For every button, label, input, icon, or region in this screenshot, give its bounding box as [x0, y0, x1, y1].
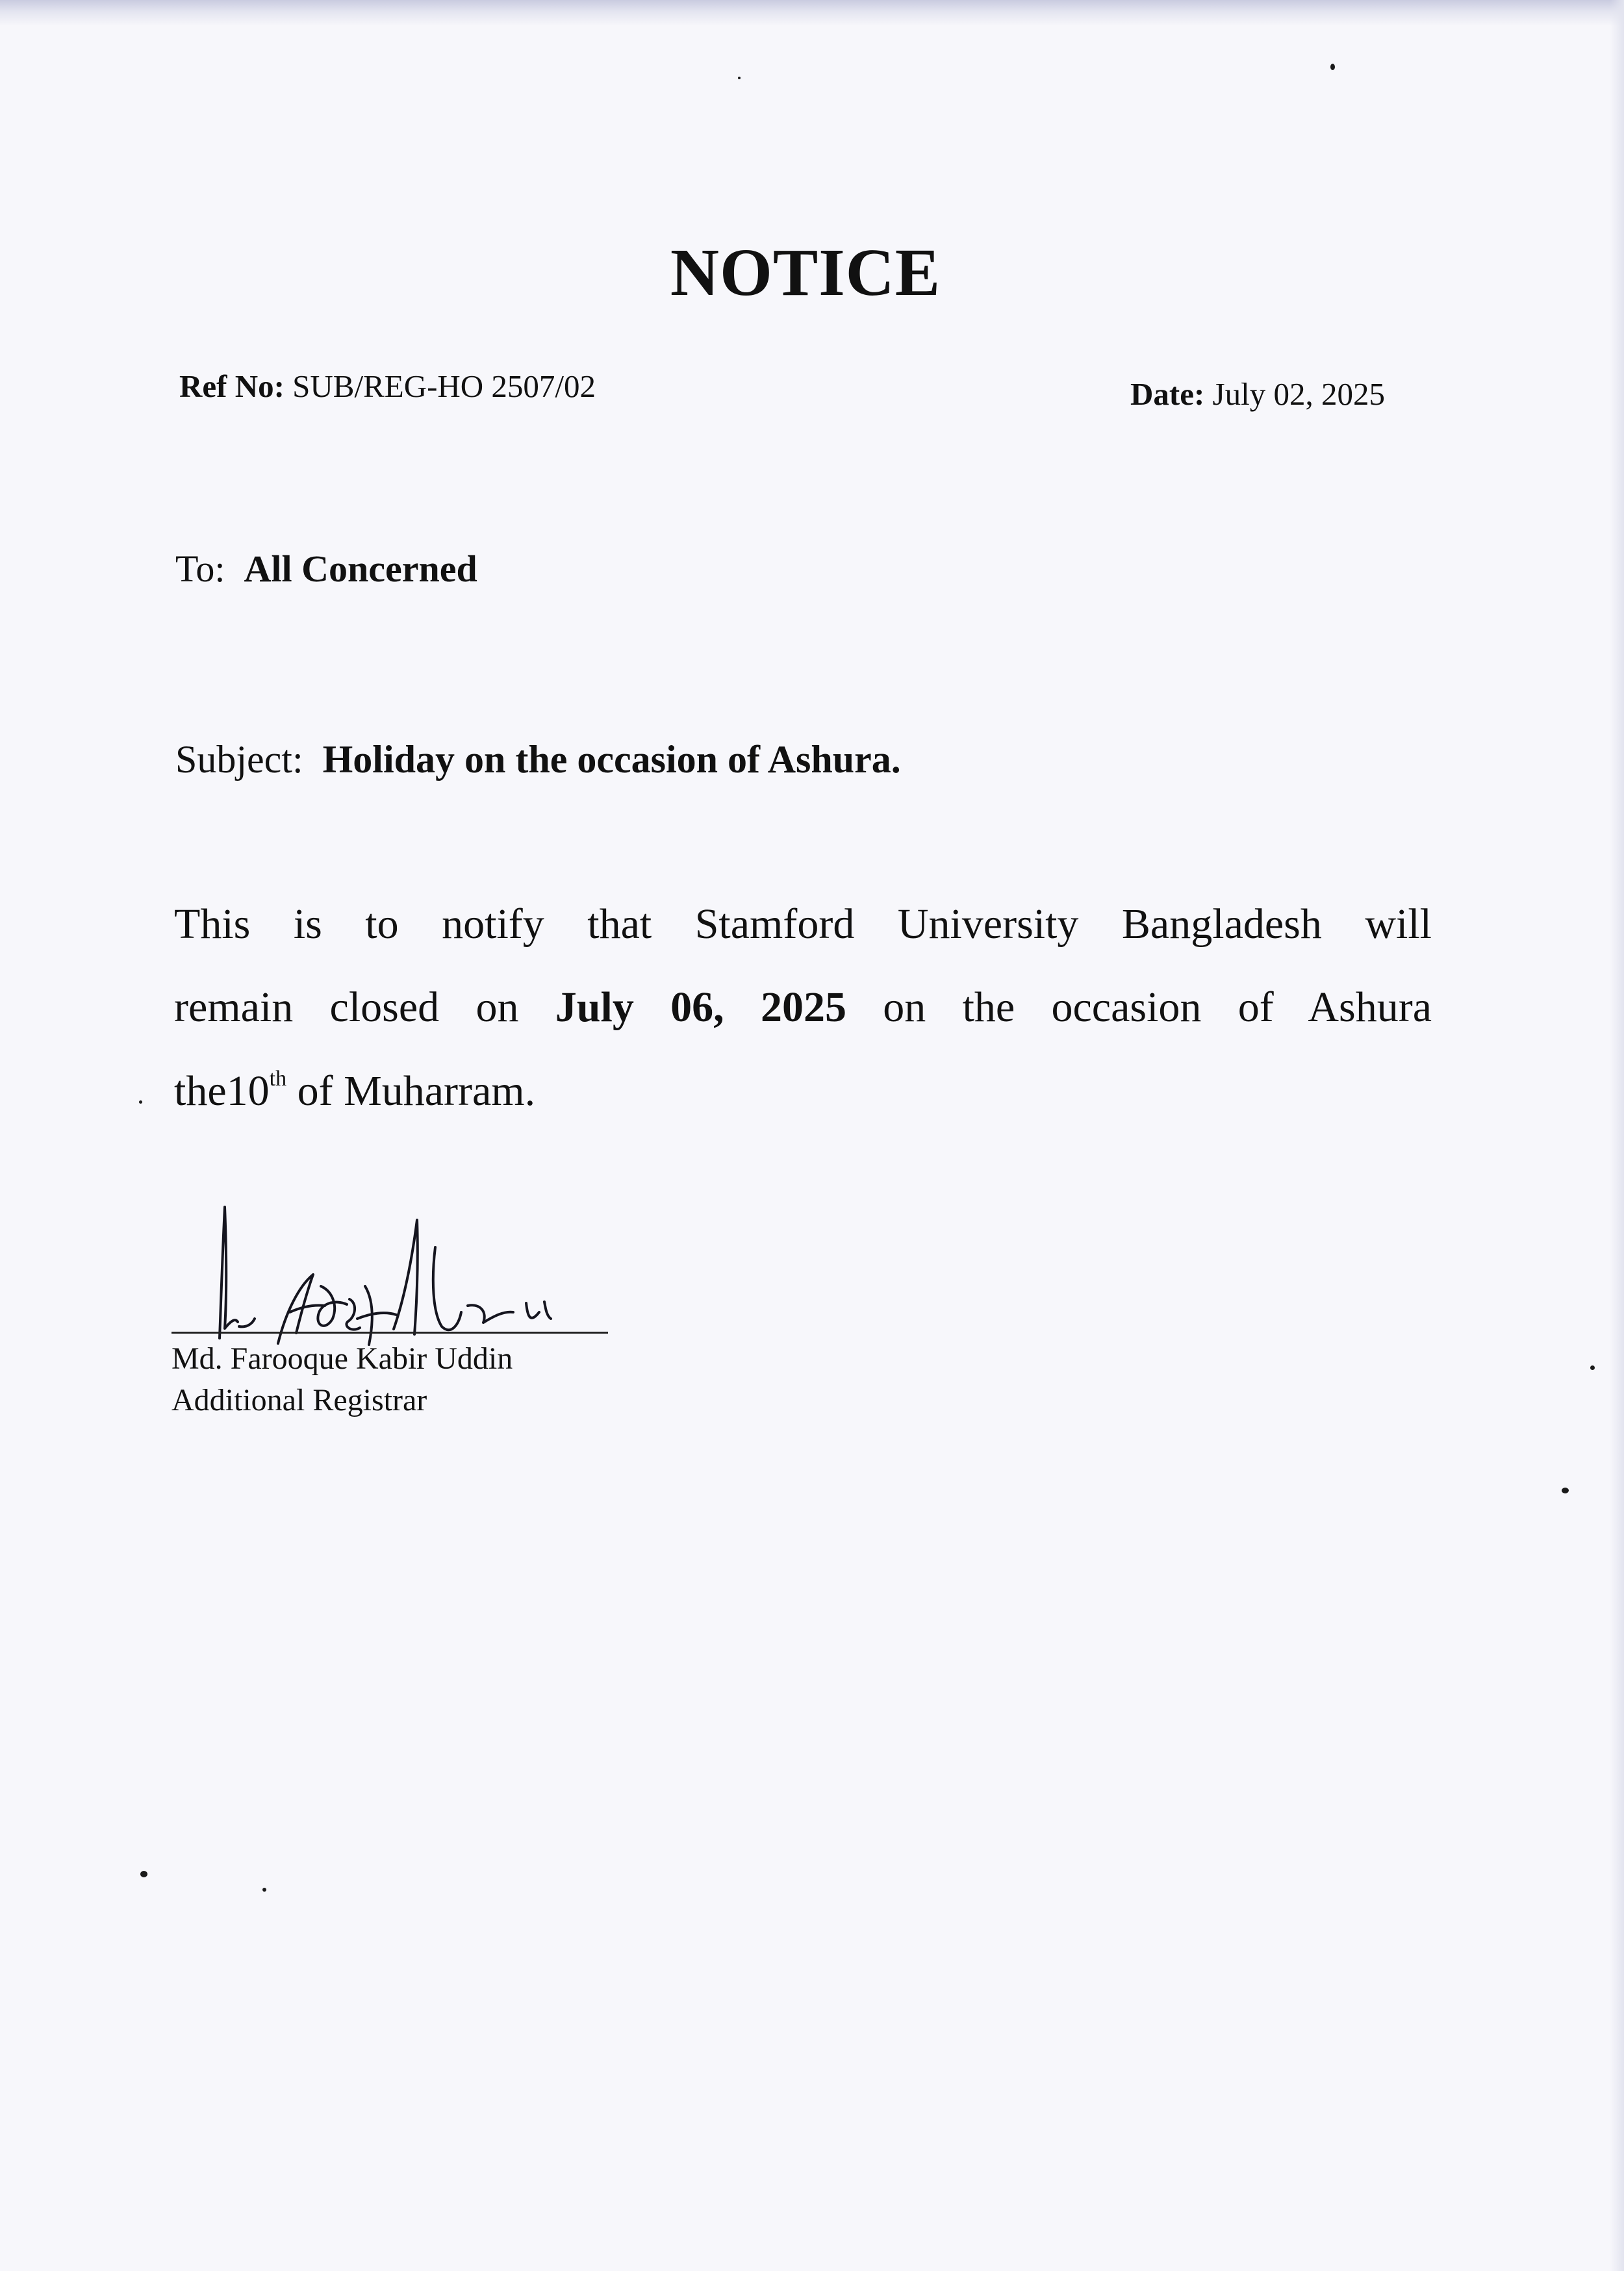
- notice-date: [1130, 375, 1385, 412]
- signatory-name: Md. Farooque Kabir Uddin: [171, 1341, 513, 1376]
- closure-date: July 06, 2025: [555, 983, 846, 1031]
- subject-label: Subject:: [175, 738, 303, 781]
- signature-line: [171, 1332, 608, 1334]
- body-line-2: [174, 983, 1432, 1032]
- body-line-2-post: on the occasion of Ashura: [883, 983, 1432, 1031]
- body-line-1: This is to notify that Stamford University Bangladesh will: [174, 900, 1432, 948]
- scan-speck: [139, 1100, 142, 1104]
- subject-value: Holiday on the occasion of Ashura.: [322, 738, 901, 781]
- ref-label: Ref No:: [179, 368, 285, 404]
- body-line-2-pre: remain closed on: [174, 983, 519, 1031]
- scan-speck: [1590, 1365, 1595, 1370]
- scan-speck: [140, 1871, 147, 1877]
- body-line-3: [174, 1067, 535, 1116]
- subject-line: [175, 737, 901, 782]
- notice-title: NOTICE: [670, 235, 941, 310]
- body-line-3-pre: the10: [174, 1067, 270, 1115]
- ordinal-suffix: th: [269, 1067, 287, 1091]
- signatory-title: Additional Registrar: [171, 1383, 427, 1417]
- date-value: July 02, 2025: [1212, 376, 1385, 412]
- scan-right-edge: [1610, 0, 1624, 2271]
- scan-top-shadow: [0, 0, 1624, 26]
- scan-speck: [1562, 1488, 1569, 1493]
- scan-speck: [1330, 64, 1335, 70]
- scan-speck: [738, 77, 741, 79]
- to-label: To:: [175, 548, 225, 590]
- to-value: All Concerned: [244, 548, 477, 590]
- recipient-line: [175, 547, 477, 590]
- body-line-3-post: of Muharram.: [297, 1067, 536, 1115]
- date-label: Date:: [1130, 376, 1205, 412]
- ref-value: SUB/REG-HO 2507/02: [292, 368, 596, 404]
- scan-speck: [262, 1888, 266, 1892]
- reference-number: [179, 368, 596, 405]
